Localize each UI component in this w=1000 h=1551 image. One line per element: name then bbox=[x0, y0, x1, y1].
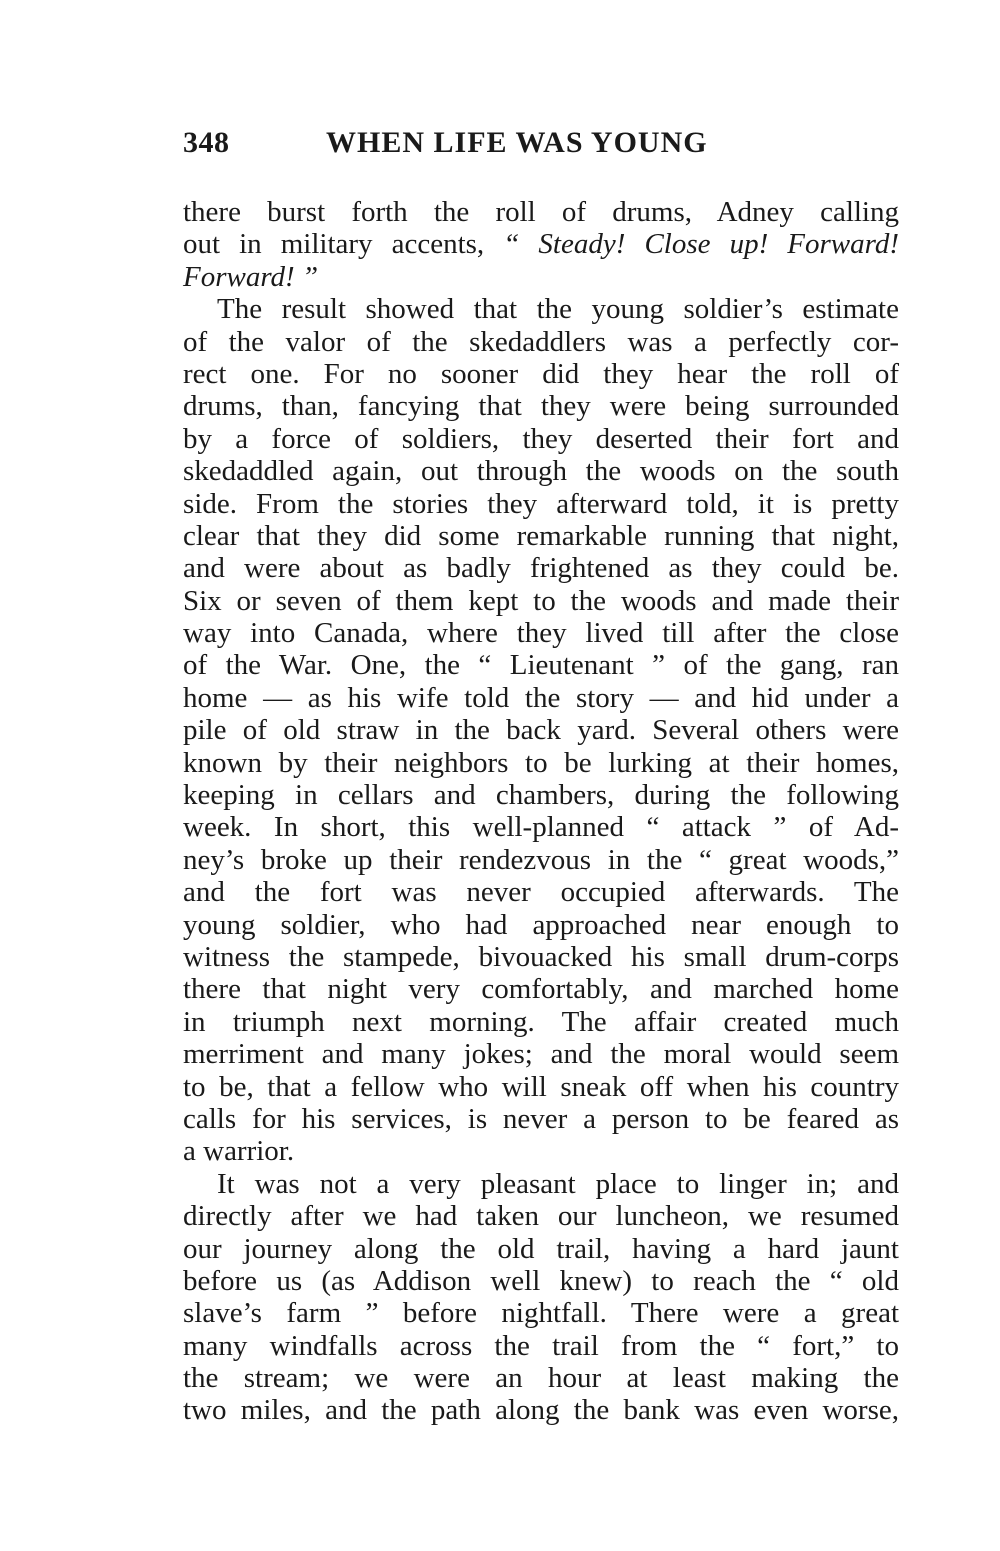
italic-quote: “ Steady! Close up! Forward! bbox=[503, 228, 899, 261]
text-line: witness the stampede, bivouacked his small drum-corps bbox=[183, 940, 899, 973]
text-line: merriment and many jokes; and the moral would seem bbox=[183, 1038, 899, 1071]
text-line: rect one. For no sooner did they hear the roll of bbox=[183, 357, 899, 390]
text-line: clear that they did some remarkable running that night, bbox=[183, 519, 899, 552]
text-line: directly after we had taken our luncheon, we resumed bbox=[183, 1200, 899, 1233]
text-line: ney’s broke up their rendezvous in the “ great woods,” bbox=[183, 843, 899, 876]
text-line: of the valor of the skedaddlers was a perfectly cor- bbox=[183, 325, 899, 358]
text-line: drums, than, fancying that they were being surrounded bbox=[183, 390, 899, 423]
text-line: to be, that a fellow who will sneak off when his country bbox=[183, 1070, 899, 1103]
text-fragment: out in military accents, bbox=[183, 228, 504, 261]
body-text bbox=[183, 196, 899, 1427]
text-line: keeping in cellars and chambers, during the following bbox=[183, 779, 899, 812]
text-line: there burst forth the roll of drums, Adney calling bbox=[183, 196, 899, 228]
text-line: known by their neighbors to be lurking at their homes, bbox=[183, 746, 899, 779]
text-line: the stream; we were an hour at least making the bbox=[183, 1362, 899, 1395]
text-line: a warrior. bbox=[183, 1135, 295, 1168]
text-line: side. From the stories they afterward told, it is pretty bbox=[183, 487, 899, 520]
text-line: week. In short, this well-planned “ attack ” of Ad- bbox=[183, 811, 899, 844]
running-head: WHEN LIFE WAS YOUNG bbox=[326, 126, 708, 159]
text-line: in triumph next morning. The affair created much bbox=[183, 1005, 899, 1038]
text-line: before us (as Addison well knew) to reach the “ old bbox=[183, 1264, 899, 1297]
text-line: there that night very comfortably, and marched home bbox=[183, 973, 899, 1006]
text-line: our journey along the old trail, having a hard jaunt bbox=[183, 1232, 899, 1265]
text-line: and were about as badly frightened as they could be. bbox=[183, 552, 899, 585]
text-line: slave’s farm ” before nightfall. There were a great bbox=[183, 1297, 899, 1330]
text-line: of the War. One, the “ Lieutenant ” of the gang, ran bbox=[183, 649, 899, 682]
page-header bbox=[183, 126, 763, 166]
paragraph-start: The result showed that the young soldier’s estimate bbox=[217, 293, 899, 326]
text-line: pile of old straw in the back yard. Several others were bbox=[183, 714, 899, 747]
text-line: and the fort was never occupied afterwards. The bbox=[183, 876, 899, 909]
text-line: Six or seven of them kept to the woods and made their bbox=[183, 584, 899, 617]
text-line: many windfalls across the trail from the “ fort,” to bbox=[183, 1329, 899, 1362]
text-line: by a force of soldiers, they deserted their fort and bbox=[183, 422, 899, 455]
text-line: two miles, and the path along the bank was even worse, bbox=[183, 1394, 899, 1427]
page-number: 348 bbox=[183, 126, 230, 159]
text-line: young soldier, who had approached near enough to bbox=[183, 908, 899, 941]
text-line: Forward! ” bbox=[183, 260, 319, 293]
text-line bbox=[183, 228, 899, 260]
text-line: way into Canada, where they lived till after the close bbox=[183, 617, 899, 650]
text-line: calls for his services, is never a person to be feared as bbox=[183, 1102, 899, 1135]
paragraph-start: It was not a very pleasant place to linger in; and bbox=[217, 1167, 899, 1200]
text-line: skedaddled again, out through the woods on the south bbox=[183, 455, 899, 488]
text-line: home — as his wife told the story — and hid under a bbox=[183, 681, 899, 714]
